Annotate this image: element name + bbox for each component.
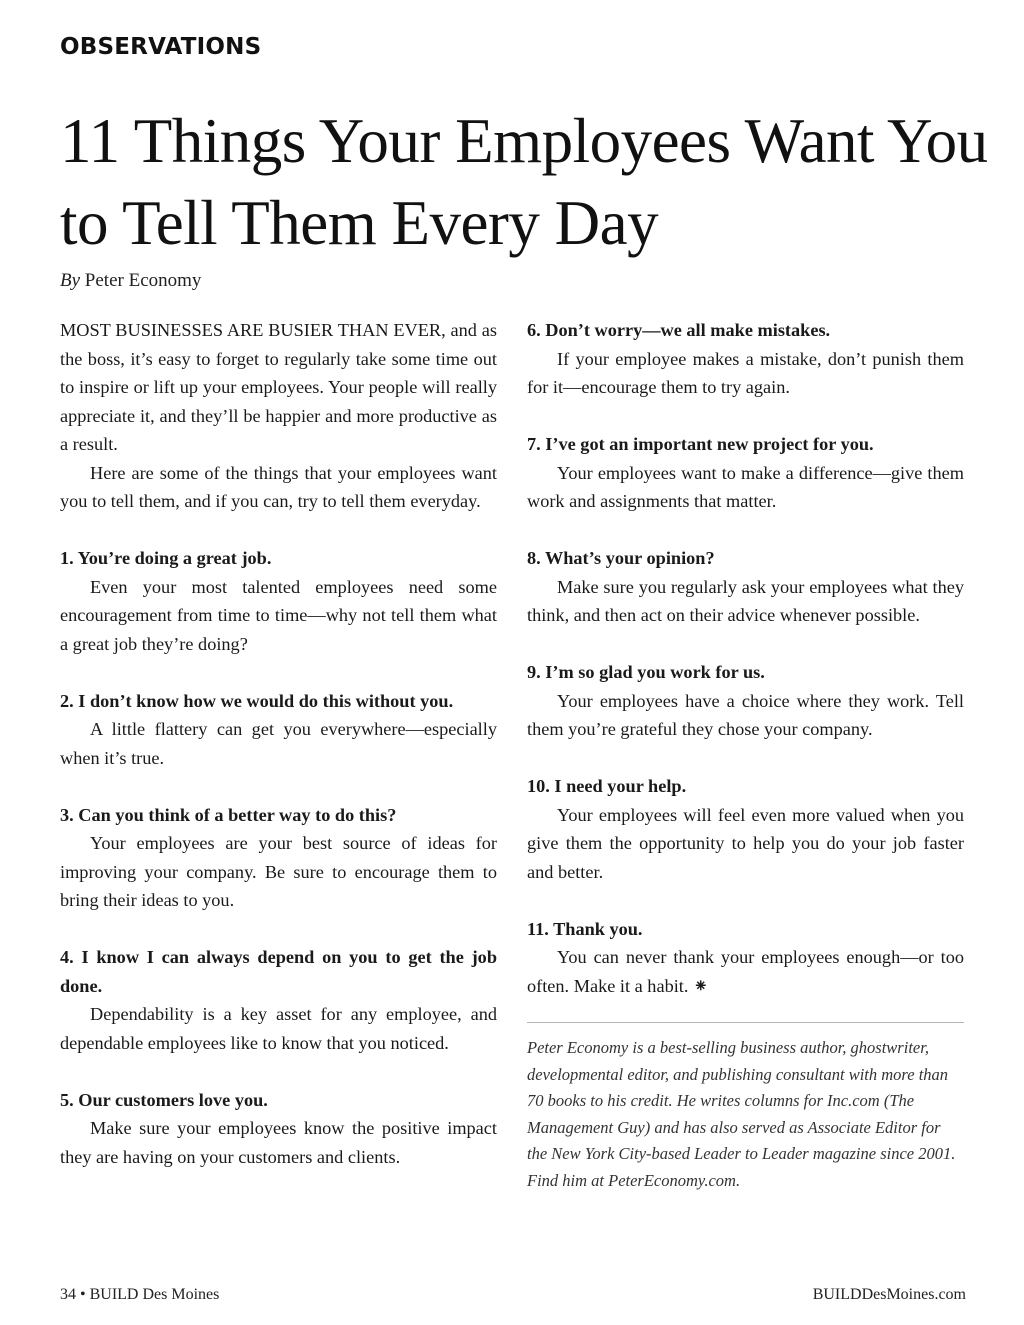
list-item xyxy=(60,687,497,773)
item-heading: 8. What’s your opinion? xyxy=(527,548,715,568)
item-body: Your employees are your best source of ideas for improving your company. Be sure to encourage them to bring their ideas to you. xyxy=(60,833,497,910)
item-heading: 5. Our customers love you. xyxy=(60,1089,268,1110)
item-body: Make sure you regularly ask your employees what they think, and then act on their advice whenever possible. xyxy=(527,576,964,625)
left-column xyxy=(60,316,497,1171)
item-body: If your employee makes a mistake, don’t punish them for it—encourage them to try again. xyxy=(527,348,964,397)
section-label: OBSERVATIONS xyxy=(60,34,262,60)
item-heading: 3. Can you think of a better way to do this? xyxy=(60,804,397,825)
item-body: Your employees have a choice where they work. Tell them you’re grateful they chose your company. xyxy=(527,690,964,739)
article-title: 11 Things Your Employees Want You to Tell Them Every Day xyxy=(60,106,988,258)
author-bio: Peter Economy is a best-selling business author, ghostwriter, developmental editor, and publishing consultant with more than 70 books to his credit. He writes columns for Inc.com (The Management Guy) and has also served as Associate Editor for the New York City-based Leader to Leader magazine since 2001. Find him at PeterEconomy.com. xyxy=(527,1038,956,1190)
bio-divider xyxy=(527,1022,964,1023)
item-body: A little flattery can get you everywhere—especially when it’s true. xyxy=(60,719,497,768)
item-body: You can never thank your employees enough—or too often. Make it a habit. ⁕ xyxy=(527,947,964,996)
item-body: Even your most talented employees need some encouragement from time to time—why not tell them what a great job they’re doing? xyxy=(60,576,497,654)
footer-page-info: 34 • BUILD Des Moines xyxy=(60,1286,220,1303)
list-item xyxy=(527,658,964,744)
item-heading: 6. Don’t worry—we all make mistakes. xyxy=(527,320,831,340)
item-heading: 9. I’m so glad you work for us. xyxy=(527,662,765,682)
author-name: Peter Economy xyxy=(84,270,202,291)
list-item xyxy=(60,544,497,658)
item-body: Make sure your employees know the positive impact they are having on your customers and clients. xyxy=(60,1118,497,1167)
list-item xyxy=(60,801,497,915)
byline-prefix: By xyxy=(60,270,81,291)
list-item xyxy=(60,1086,497,1172)
item-heading: 4. I know I can always depend on you to get the job done. xyxy=(60,947,497,996)
list-item xyxy=(527,316,964,402)
list-item xyxy=(60,943,497,1057)
item-heading: 7. I’ve got an important new project for you. xyxy=(527,434,874,454)
item-body: Your employees will feel even more valued when you give them the opportunity to help you do your job faster and better. xyxy=(527,804,964,882)
item-body: Dependability is a key asset for any employee, and dependable employees like to know that you noticed. xyxy=(60,1004,497,1053)
item-heading: 2. I don’t know how we would do this without you. xyxy=(60,690,454,711)
byline xyxy=(60,270,201,292)
list-item xyxy=(527,544,964,630)
intro-paragraph: Here are some of the things that your employees want you to tell them, and if you can, try to tell them everyday. xyxy=(60,462,497,511)
list-item xyxy=(527,430,964,516)
right-column xyxy=(527,316,964,1194)
list-item xyxy=(527,915,964,1001)
intro-paragraph: MOST BUSINESSES ARE BUSIER THAN EVER, and as the boss, it’s easy to forget to regularly take some time out to inspire or lift up your employees. Your people will really appreciate it, and they’ll be happier and more productive as a result. xyxy=(60,320,497,454)
item-heading: 10. I need your help. xyxy=(527,776,687,796)
list-item xyxy=(527,772,964,886)
item-heading: 11. Thank you. xyxy=(527,918,643,939)
item-body: Your employees want to make a difference—give them work and assignments that matter. xyxy=(527,462,964,511)
item-heading: 1. You’re doing a great job. xyxy=(60,548,272,568)
footer-website: BUILDDesMoines.com xyxy=(812,1286,966,1303)
